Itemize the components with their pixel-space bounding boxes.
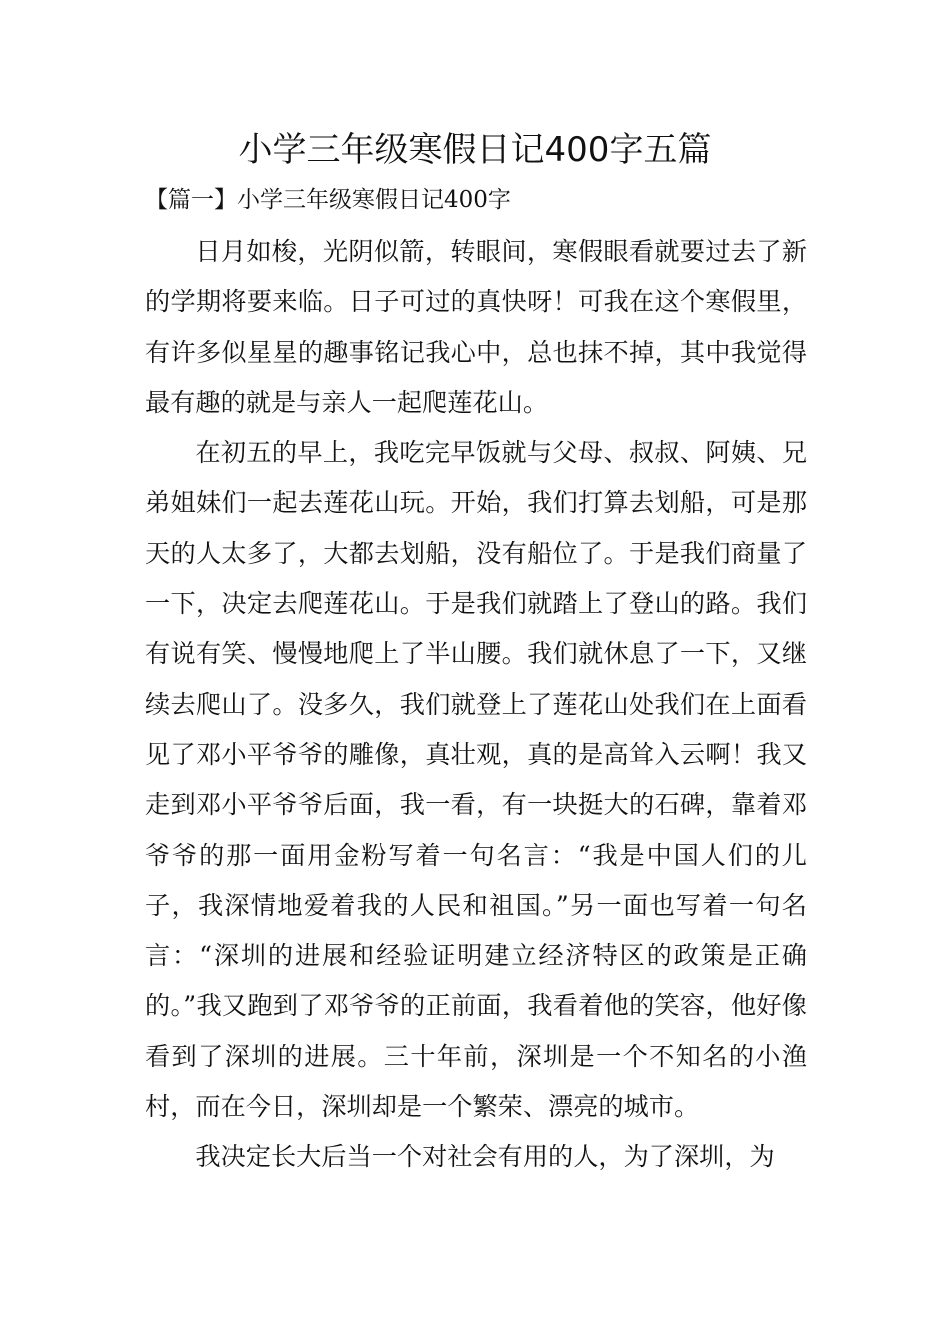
section-heading: 【篇一】小学三年级寒假日记400字: [145, 187, 511, 213]
document-title: 小学三年级寒假日记400字五篇: [238, 130, 712, 170]
paragraph-3: 我决定长大后当一个对社会有用的人，为了深圳，为: [195, 1142, 775, 1172]
document-body: [145, 227, 807, 1183]
paragraph-1: 日月如梭，光阴似箭，转眼间，寒假眼看就要过去了新的学期将要来临。日子可过的真快呀！可我在这个寒假里，有许多似星星的趣事铭记我心中，总也抹不掉，其中我觉得最有趣的就是与亲人一起爬莲花山。: [145, 237, 807, 417]
paragraph-2: 在初五的早上，我吃完早饭就与父母、叔叔、阿姨、兄弟姐妹们一起去莲花山玩。开始，我们打算去划船，可是那天的人太多了，大都去划船，没有船位了。于是我们商量了一下，决定去爬莲花山。于是我们就踏上了登山的路。我们有说有笑、慢慢地爬上了半山腰。我们就休息了一下，又继续去爬山了。没多久，我们就登上了莲花山处我们在上面看见了邓小平爷爷的雕像，真壮观，真的是高耸入云啊！我又走到邓小平爷爷后面，我一看，有一块挺大的石碑，靠着邓爷爷的那一面用金粉写着一句名言：“我是中国人们的儿子，我深情地爱着我的人民和祖国。”另一面也写着一句名言：“深圳的进展和经验证明建立经济特区的政策是正确的。”我又跑到了邓爷爷的正前面，我看着他的笑容，他好像看到了深圳的进展。三十年前，深圳是一个不知名的小渔村，而在今日，深圳却是一个繁荣、漂亮的城市。: [145, 438, 807, 1122]
